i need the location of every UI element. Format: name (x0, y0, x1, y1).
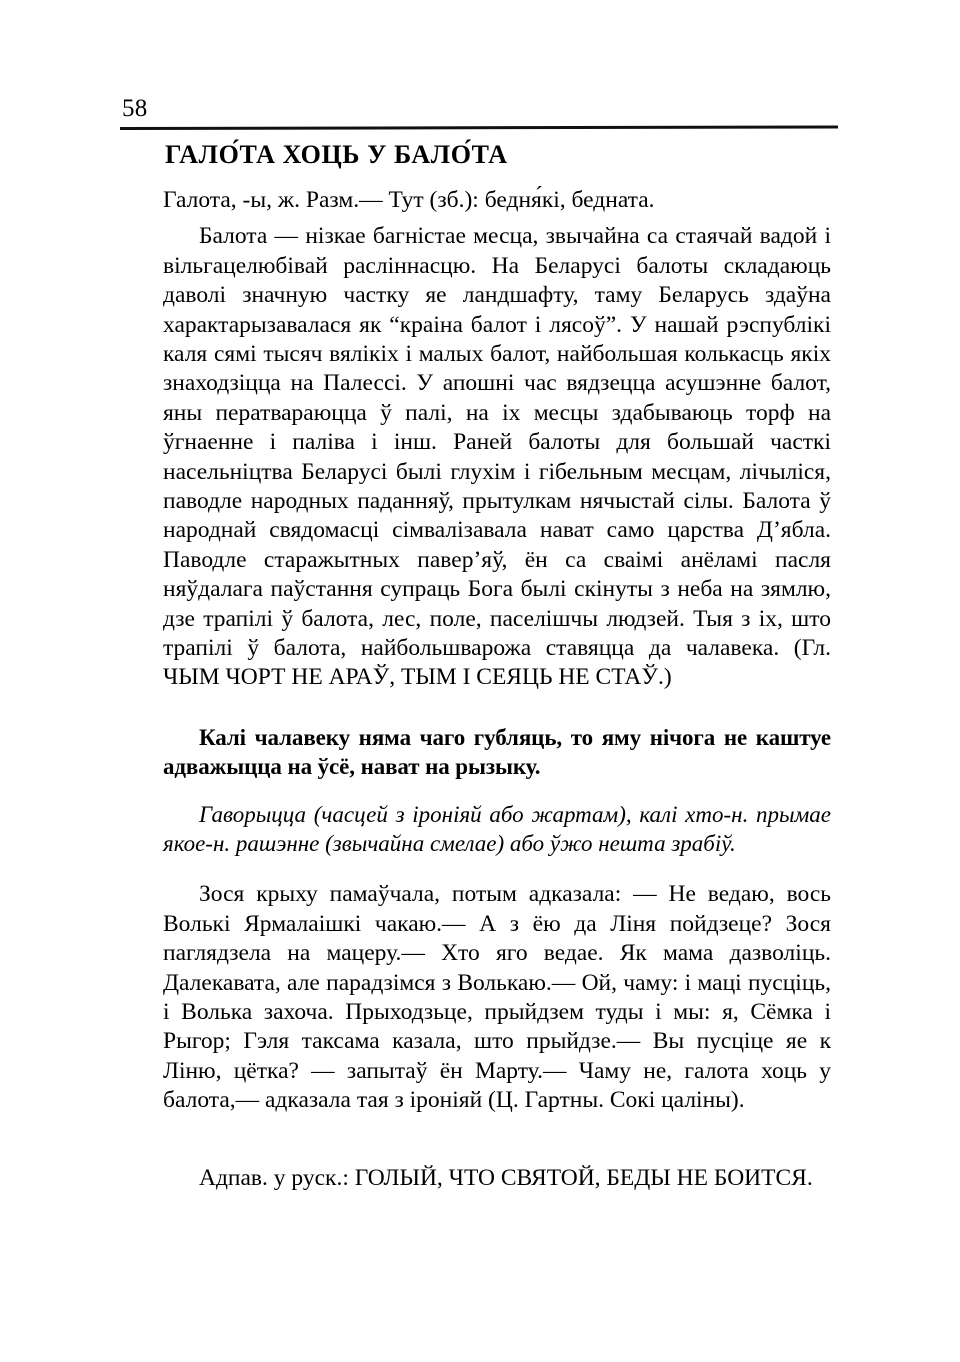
encyclopedic-note-paragraph: Балота — нізкае багністае месца, звычайна са стаячай вадой і вільгацелюбівай расліннасцю. На Беларусі балоты складаюць даволі значную частку яе ландшафту, таму Беларусь здаўна характарызавалася як “краіна балот і лясоў”. У нашай рэспублікі каля сямі тысяч вялікіх і малых балот, найбольшая колькасць якіх знаходзіцца на Палессі. У апошні час вядзецца асушэнне балот, яны ператвараюцца ў палі, на іх месцы здабываюць торф на ўгнаенне і паліва і інш. Раней балоты для большай часткі насельніцтва Беларусі былі глухім і гібельным месцам, лічыліся, паводле народных паданняў, прытулкам нячыстай сілы. Балота ў народнай свядомасці сімвалізавала нават само царства Д’ябла. Паводле старажытных павер’яў, ён са сваімі анёламі пасля няўдалага паўстання супраць Бога былі скінуты з неба на зямлю, дзе трапілі ў балота, лес, поле, паселішчы людзей. Тыя з іх, што трапілі ў балота, найбольшварожа ставяцца да чалавека. (Гл. ЧЫМ ЧОРТ НЕ АРАЎ, ТЫМ І СЕЯЦЬ НЕ СТАЎ.) (163, 223, 831, 691)
entry-headword-title: ГАЛО́ТА ХОЦЬ У БАЛО́ТА (165, 140, 508, 169)
proverb-meaning-paragraph: Калі чалавеку няма чаго губляць, то яму нічога не каштуе адважыцца на ўсё, нават на рызыку. (163, 724, 831, 780)
literary-citation-paragraph: Зося крыху памаўчала, потым адказала: — Не ведаю, вось Волькі Ярмалаішкі чакаю.— А з ёю да Ліня пойдзеце? Зося паглядзела на мацеру.— Хто яго ведае. Як мама дазволіць. Далекавата, але парадзімся з Волькаю.— Ой, чаму: і маці пусціць, і Волька захоча. Прыходзьце, прыйдзем туды і мы: я, Сёмка і Рыгор; Гэля таксама казала, што прыйдзе.— Вы пусціце яе к Ліню, цётка? — запытаў ён Марту.— Чаму не, галота хоць у балота,— адказала тая з іроніяй (Ц. Гартны. Сокі цаліны). (163, 881, 831, 1114)
entry-gloss-line: Галота, -ы, ж. Разм.— Тут (зб.): бедня́кі, бедната. (163, 186, 655, 213)
page-number: 58 (122, 95, 148, 122)
running-head (120, 96, 838, 130)
usage-note-paragraph: Гаворыцца (часцей з іроніяй або жартам), калі хто-н. прымае якое-н. рашэнне (звычайна смелае) або ўжо нешта зрабіў. (163, 801, 831, 857)
header-rule (120, 125, 838, 130)
russian-equivalent-paragraph: Адпав. у руск.: ГОЛЫЙ, ЧТО СВЯТОЙ, БЕДЫ НЕ БОИТСЯ. (199, 1164, 813, 1191)
text-column (163, 140, 831, 1193)
